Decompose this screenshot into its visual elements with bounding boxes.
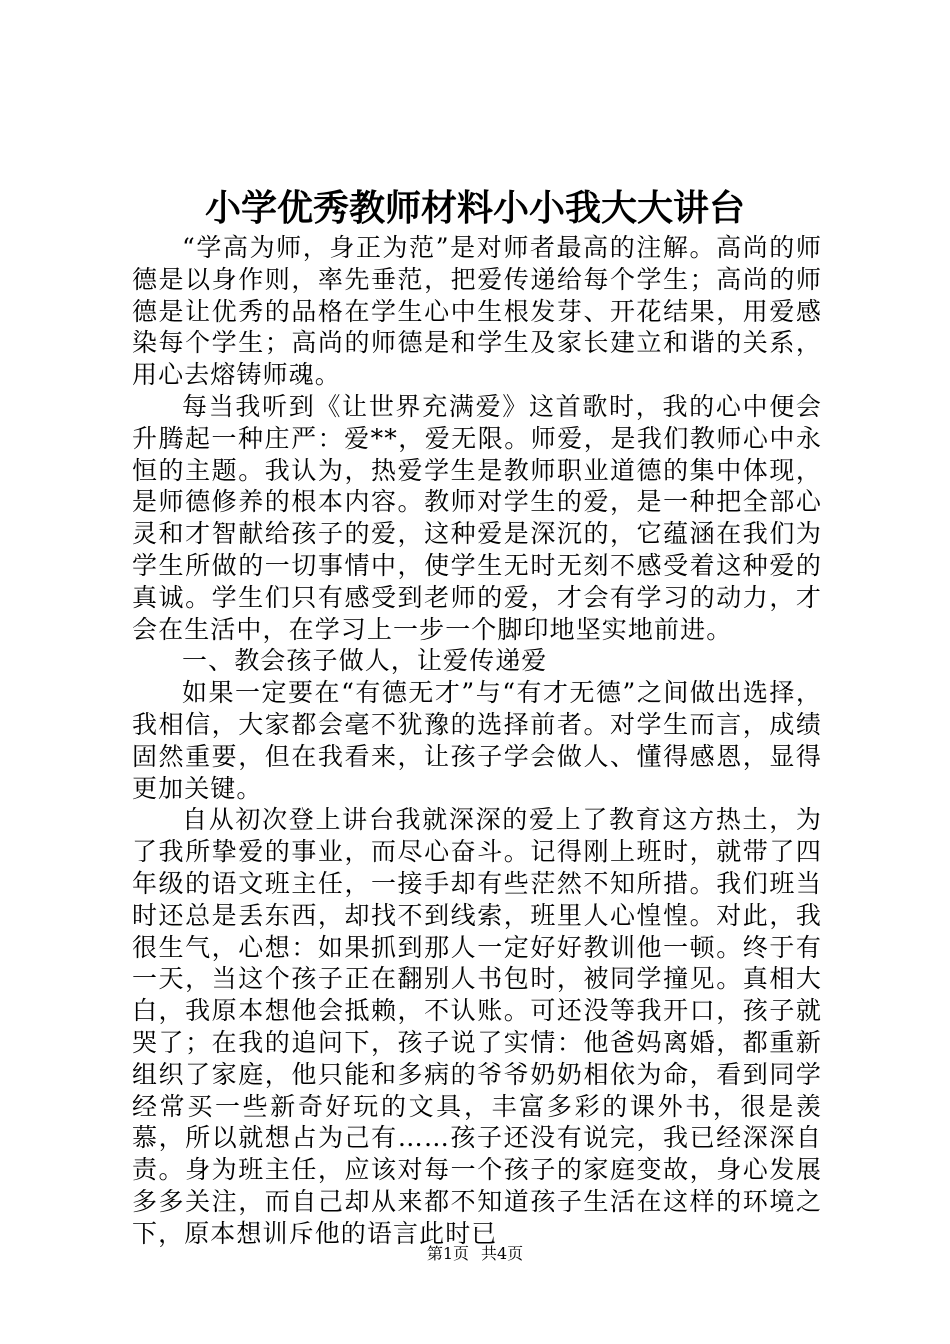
document-body [132, 232, 822, 1250]
paragraph-teacher-love: 每当我听到《让世界充满爱》这首歌时，我的心中便会升腾起一种庄严：爱**，爱无限。师爱，是我们教师心中永恒的主题。我认为，热爱学生是教师职业道德的集中体现，是师德修养的根本内容。教师对学生的爱，是一种把全部心灵和才智献给孩子的爱，这种爱是深沉的，它蕴涵在我们为学生所做的一切事情中，使学生无时无刻不感受着这种爱的真诚。学生们只有感受到老师的爱，才会有学习的动力，才会在生活中，在学习上一步一个脚印地坚实地前进。 [132, 391, 822, 644]
section-heading-1: 一、教会孩子做人，让爱传递爱 [182, 646, 548, 676]
paragraph-intro: “学高为师，身正为范”是对师者最高的注解。高尚的师德是以身作则，率先垂范，把爱传递给每个学生；高尚的师德是让优秀的品格在学生心中生根发芽、开花结果，用爱感染每个学生；高尚的师德是和学生及家长建立和谐的关系，用心去熔铸师魂。 [132, 233, 822, 390]
page-number: 第1页 [426, 1244, 469, 1263]
page-footer [0, 1244, 950, 1264]
paragraph-virtue-vs-talent: 如果一定要在“有德无才”与“有才无德”之间做出选择，我相信，大家都会毫不犹豫的选择前者。对学生而言，成绩固然重要，但在我看来，让孩子学会做人、懂得感恩，显得更加关键。 [132, 678, 822, 803]
page-total: 共4页 [481, 1244, 524, 1263]
paragraph-classroom-story: 自从初次登上讲台我就深深的爱上了教育这方热土，为了我所挚爱的事业，而尽心奋斗。记得刚上班时，就带了四年级的语文班主任，一接手却有些茫然不知所措。我们班当时还总是丢东西，却找不到线索，班里人心惶惶。对此，我很生气，心想：如果抓到那人一定好好教训他一顿。终于有一天，当这个孩子正在翻别人书包时，被同学撞见。真相大白，我原本想他会抵赖，不认账。可还没等我开口，孩子就哭了；在我的追问下，孩子说了实情：他爸妈离婚，都重新组织了家庭，他只能和多病的爷爷奶奶相依为命，看到同学经常买一些新奇好玩的文具，丰富多彩的课外书，很是羡慕，所以就想占为己有……孩子还没有说完，我已经深深自责。身为班主任，应该对每一个孩子的家庭变故，身心发展多多关注，而自己却从来都不知道孩子生活在这样的环境之下，原本想训斥他的语言此时已 [132, 805, 822, 1248]
document-title: 小学优秀教师材料小小我大大讲台 [204, 187, 745, 229]
